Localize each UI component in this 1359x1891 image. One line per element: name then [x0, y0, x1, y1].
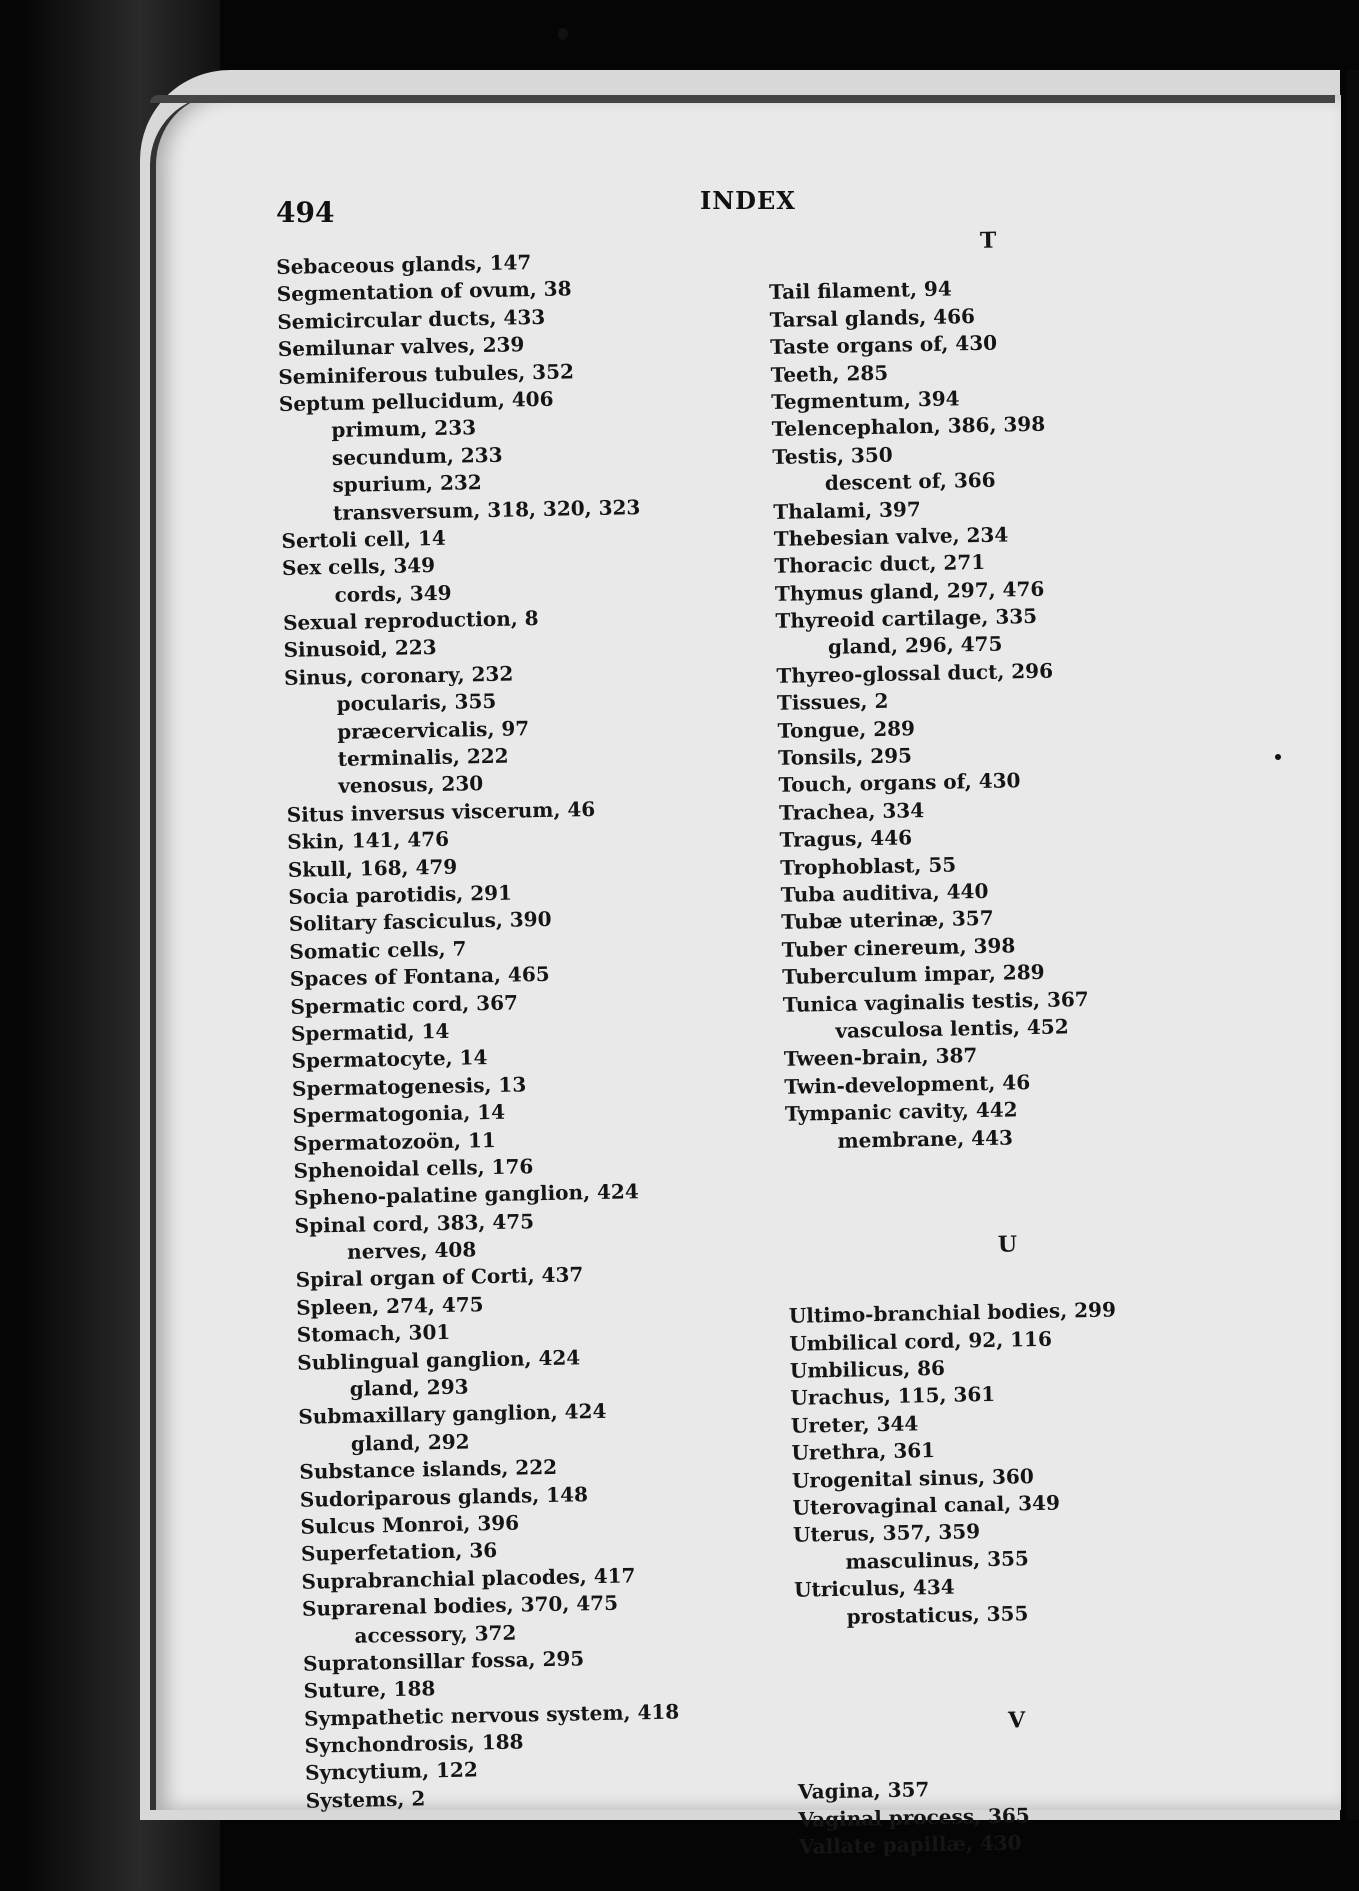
index-entry: Tubæ uterinæ, 357	[781, 906, 994, 935]
index-entry: Urethra, 361	[791, 1438, 936, 1466]
index-entry: Spermatogonia, 14	[292, 1099, 506, 1128]
index-entry: Spleen, 274, 475	[296, 1292, 484, 1320]
index-entry: Somatic cells, 7	[289, 936, 467, 964]
running-head: INDEX	[700, 186, 796, 215]
index-entry: Submaxillary ganglion, 424	[298, 1399, 607, 1430]
index-entry: Umbilical cord, 92, 116	[789, 1326, 1053, 1356]
section-v-entries	[798, 1771, 1220, 1861]
index-entry: Solitary fasciculus, 390	[288, 907, 552, 937]
index-subentry: prostaticus, 355	[846, 1600, 1029, 1629]
index-entry: Vagina, 357	[797, 1777, 930, 1805]
index-entry: Vaginal process, 365	[798, 1803, 1030, 1832]
index-subentry: secundum, 233	[331, 442, 503, 470]
index-entry: Vallate papillæ, 430	[798, 1830, 1022, 1859]
index-entry: Thebesian valve, 234	[773, 522, 1009, 551]
index-entry: Tonsils, 295	[777, 743, 913, 770]
index-subentry: vasculosa lentis, 452	[835, 1014, 1069, 1043]
index-entry: Sinus, coronary, 232	[283, 661, 514, 690]
index-entry: Ultimo-branchial bodies, 299	[788, 1297, 1117, 1329]
index-subentry: gland, 293	[349, 1374, 469, 1401]
index-entry: Sinusoid, 223	[283, 635, 437, 663]
index-entry: Skin, 141, 476	[287, 826, 450, 855]
index-entry: Thymus gland, 297, 476	[774, 576, 1045, 606]
index-entry: Sphenoidal cells, 176	[293, 1154, 534, 1183]
index-entry: Telencephalon, 386, 398	[771, 412, 1046, 442]
dust-speck	[1275, 754, 1281, 760]
page-top-edge	[150, 95, 1335, 103]
index-entry: Tuberculum impar, 289	[782, 959, 1045, 990]
index-subentry: pocularis, 355	[336, 689, 497, 717]
index-entry: Substance islands, 222	[299, 1455, 558, 1484]
index-subentry: primum, 233	[331, 415, 477, 443]
page-number: 494	[276, 196, 335, 229]
index-entry: Systems, 2	[305, 1786, 426, 1813]
index-entry: Spermatid, 14	[290, 1018, 450, 1046]
section-u-entries	[789, 1295, 1215, 1632]
index-entry: Suture, 188	[303, 1676, 436, 1704]
index-entry: Tuba auditiva, 440	[780, 878, 989, 907]
index-subentry: gland, 292	[350, 1429, 470, 1456]
index-entry: Tragus, 446	[779, 825, 913, 853]
index-entry: Tuber cinereum, 398	[781, 933, 1016, 962]
index-entry: Tarsal glands, 466	[769, 303, 976, 332]
index-entry: Urogenital sinus, 360	[791, 1463, 1034, 1493]
index-entry: Semilunar valves, 239	[277, 332, 525, 362]
index-entry: Spermatic cord, 367	[290, 990, 519, 1019]
index-subentry: spurium, 232	[332, 470, 482, 498]
index-entry: Tissues, 2	[776, 689, 889, 716]
index-subentry: cords, 349	[334, 580, 452, 607]
index-entry: Synchondrosis, 188	[304, 1729, 524, 1758]
index-entry: Sudoriparous glands, 148	[299, 1481, 589, 1512]
facing-page-edge	[1347, 70, 1359, 1820]
index-subentry: gland, 296, 475	[827, 632, 1003, 660]
index-entry: Urachus, 115, 361	[790, 1382, 996, 1411]
index-entry: Sex cells, 349	[281, 553, 436, 581]
index-entry: Testis, 350	[772, 442, 893, 469]
index-column-right	[768, 224, 1219, 1861]
index-entry: Trachea, 334	[778, 797, 925, 825]
index-entry: Umbilicus, 86	[789, 1355, 946, 1383]
index-entry: Uterovaginal canal, 349	[792, 1490, 1061, 1520]
index-entry: Stomach, 301	[296, 1320, 451, 1348]
index-subentry: transversum, 318, 320, 323	[332, 494, 641, 525]
index-entry: Seminiferous tubules, 352	[278, 358, 575, 389]
index-entry: Sublingual ganglion, 424	[297, 1344, 581, 1375]
section-t-entries	[769, 271, 1206, 1155]
index-entry: Uterus, 357, 359	[792, 1519, 981, 1548]
index-entry: Semicircular ducts, 433	[277, 304, 546, 334]
index-entry: Ureter, 344	[790, 1411, 919, 1438]
dust-speck	[558, 28, 568, 40]
index-entry: Syncytium, 122	[304, 1757, 478, 1786]
index-entry: Suprabranchial placodes, 417	[301, 1563, 636, 1594]
section-heading-t: T	[979, 227, 997, 254]
index-entry: Skull, 168, 479	[287, 854, 458, 882]
index-entry: Spermatocyte, 14	[291, 1045, 488, 1074]
index-column-left	[276, 246, 726, 1815]
index-subentry: masculinus, 355	[845, 1546, 1030, 1574]
index-entry: Segmentation of ovum, 38	[276, 276, 572, 307]
index-entry: Supratonsillar fossa, 295	[302, 1646, 585, 1676]
index-entry: Spinal cord, 383, 475	[294, 1208, 535, 1238]
index-entry: Tunica vaginalis testis, 367	[782, 986, 1089, 1017]
index-subentry: præcervicalis, 97	[336, 715, 530, 744]
index-subentry: terminalis, 222	[337, 743, 509, 771]
index-entry: Tail filament, 94	[768, 276, 952, 305]
index-entry: Tegmentum, 394	[771, 386, 960, 414]
index-entry: Thoracic duct, 271	[774, 550, 986, 579]
index-entry: Suprarenal bodies, 370, 475	[301, 1590, 619, 1621]
index-entry: Situs inversus viscerum, 46	[286, 796, 596, 827]
index-entry: Thyreoid cartilage, 335	[775, 603, 1038, 634]
index-entry: Spiral organ of Corti, 437	[295, 1262, 584, 1293]
index-subentry: descent of, 366	[824, 467, 996, 496]
index-subentry: venosus, 230	[338, 771, 484, 799]
index-entry: Thalami, 397	[773, 496, 921, 524]
index-subentry: accessory, 372	[354, 1620, 517, 1648]
index-entry: Tongue, 289	[777, 715, 916, 743]
index-entry: Thyreo-glossal duct, 296	[776, 658, 1054, 688]
index-entry: Spaces of Fontana, 465	[289, 962, 550, 992]
index-entry: Trophoblast, 55	[779, 852, 957, 880]
index-entry: Tween-brain, 387	[783, 1043, 978, 1072]
index-entry: Spheno-palatine ganglion, 424	[293, 1179, 639, 1211]
index-entry: Sebaceous glands, 147	[276, 250, 532, 279]
section-heading-v: V	[1007, 1707, 1026, 1734]
index-entry: Sexual reproduction, 8	[282, 606, 539, 636]
index-entry: Superfetation, 36	[300, 1538, 498, 1567]
index-entry: Taste organs of, 430	[769, 330, 998, 360]
index-entry: Sympathetic nervous system, 418	[303, 1699, 680, 1731]
index-entry: Twin-development, 46	[784, 1069, 1031, 1099]
index-entry: Tympanic cavity, 442	[784, 1097, 1018, 1126]
index-entry: Utriculus, 434	[793, 1574, 955, 1602]
index-entry: Teeth, 285	[770, 360, 889, 387]
index-subentry: membrane, 443	[837, 1124, 1014, 1153]
index-entry: Spermatozoön, 11	[292, 1127, 497, 1156]
index-entry: Spermatogenesis, 13	[291, 1072, 527, 1101]
index-subentry: nerves, 408	[346, 1237, 477, 1264]
index-entry: Socia parotidis, 291	[288, 880, 513, 909]
index-entry: Sertoli cell, 14	[281, 525, 447, 553]
index-entry: Touch, organs of, 430	[778, 768, 1021, 798]
index-entry: Sulcus Monroi, 396	[300, 1510, 520, 1539]
section-heading-u: U	[997, 1231, 1018, 1258]
index-entry: Septum pellucidum, 406	[278, 386, 554, 416]
